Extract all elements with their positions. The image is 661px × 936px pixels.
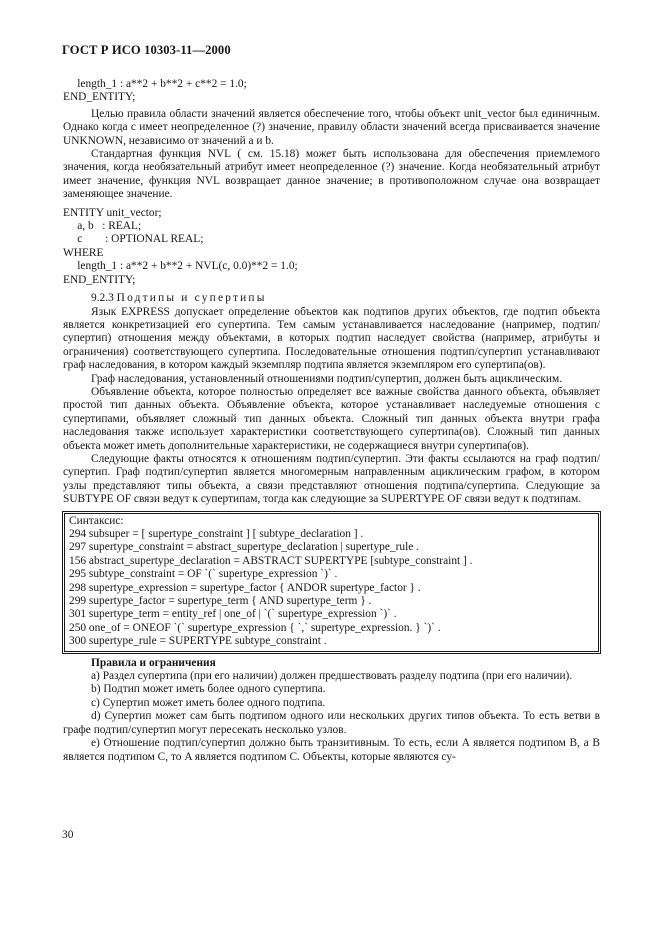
syntax-label: Синтаксис: (69, 514, 124, 527)
section-title: Подтипы и супертипы (116, 292, 267, 305)
paragraph: Объявление объекта, которое полностью определяет все важные свойства данного объекта, объявляет простой тип данных объекта. Объявление объекта, которое устанавливает наследуемые отношения с супертипами, объявляет сложный тип данных объекта. Сложный тип данных объекта внутри графа наследования также использует характеристики соответствующего супертипа(ов). Сложный тип данных объекта может иметь дополнительные характеристики, не содержащиеся внутри супертипа(ов). (63, 385, 600, 452)
rule-item: a) Раздел супертипа (при его наличии) должен предшествовать разделу подтипа (при его наличии). (91, 670, 573, 683)
code-line: length_1 : a**2 + b**2 + c**2 = 1.0; (63, 78, 247, 90)
code-line: ENTITY unit_vector; (63, 206, 162, 219)
rule-item: d) Супертип может сам быть подтипом одного или нескольких других типов объекта. То есть ветви в графе подтип/супертип могут пересекать несколько узлов. (63, 710, 600, 736)
section-heading (63, 292, 600, 305)
paragraph: Стандартная функция NVL ( см. 15.18) может быть использована для обеспечения приемлемого значения, когда необязательный атрибут имеет неопределенное (?) значение. Когда необязательный атрибут имеет значение, функция NVL возвращает данное значение; в противоположном случае она возвращает заменяющее значение. (63, 148, 600, 201)
syntax-rule: 250 one_of = ONEOF `(` supertype_expression { `,` supertype_expression. } `)` . (69, 621, 441, 634)
rule-item: b) Подтип может иметь более одного супертипа. (91, 683, 326, 696)
code-line: WHERE (63, 246, 104, 259)
paragraph: Целью правила области значений является обеспечение того, чтобы объект unit_vector был единичным. Однако когда c имеет неопределенное (?) значение, правилу области значений всегда присваивается значение UNKNOWN, независимо от значений a и b. (63, 107, 600, 147)
document-header: ГОСТ Р ИСО 10303-11—2000 (62, 43, 231, 57)
syntax-rule: 156 abstract_supertype_declaration = ABSTRACT SUPERTYPE [subtype_constraint ] . (69, 554, 473, 567)
rule-item: c) Супертип может иметь более одного подтипа. (91, 696, 326, 709)
code-line: a, b : REAL; (63, 220, 142, 233)
syntax-rule: 300 supertype_rule = SUPERTYPE subtype_constraint . (69, 635, 327, 648)
code-line: length_1 : a**2 + b**2 + NVL(c, 0.0)**2 = 1.0; (63, 260, 298, 273)
syntax-rule: 298 supertype_expression = supertype_factor { ANDOR supertype_factor } . (69, 581, 421, 594)
syntax-rule: 301 supertype_term = entity_ref | one_of | `(` supertype_expression `)` . (69, 608, 397, 621)
page-content (63, 78, 600, 764)
syntax-rule: 295 subtype_constraint = OF `(` supertype_expression `)` . (69, 568, 338, 581)
syntax-rule: 297 supertype_constraint = abstract_supertype_declaration | supertype_rule . (69, 541, 419, 554)
paragraph: Язык EXPRESS допускает определение объектов как подтипов других объектов, где подтип объекта является конкретизацией его супертипа. Тем самым устанавливается наследование (например, подтип/супертип) отношения между объектами, в которых подтип наследует свойства (например, атрибуты и ограничения) соответствующего супертипа. Последовательные отношения подтип/супертип устанавливают граф наследования, в котором каждый экземпляр подтипа является экземпляром его супертипа(ов). (63, 305, 600, 372)
syntax-rule: 299 supertype_factor = supertype_term { AND supertype_term } . (69, 595, 372, 608)
code-line: END_ENTITY; (63, 273, 136, 286)
code-line: END_ENTITY; (63, 91, 136, 104)
syntax-rule: 294 subsuper = [ supertype_constraint ] [ subtype_declaration ] . (69, 528, 364, 540)
paragraph: Граф наследования, установленный отношениями подтип/супертип, должен быть ациклическим. (91, 372, 563, 385)
rule-item: e) Отношение подтип/супертип должно быть транзитивным. То есть, если A является подтипом B, а B является подтипом C, то A является подтипом C. Объекты, которые являются су- (63, 737, 600, 763)
syntax-box (64, 513, 599, 652)
section-number: 9.2.3 (91, 292, 114, 305)
paragraph: Следующие факты относятся к отношениям подтип/супертип. Эти факты ссылаются на граф подтип/супертип. Граф подтип/супертип является многомерным направленным ациклическим графом, в котором узлы представляют типы объекта, а связи представляют отношения подтипа/супертипа. Следующие за SUBTYPE OF связи ведут к супертипам, тогда как следующие за SUPERTYPE OF связи ведут к подтипам. (63, 452, 600, 506)
page-number: 30 (62, 829, 74, 841)
code-line: c : OPTIONAL REAL; (63, 233, 204, 246)
rules-title: Правила и ограничения (91, 656, 216, 669)
